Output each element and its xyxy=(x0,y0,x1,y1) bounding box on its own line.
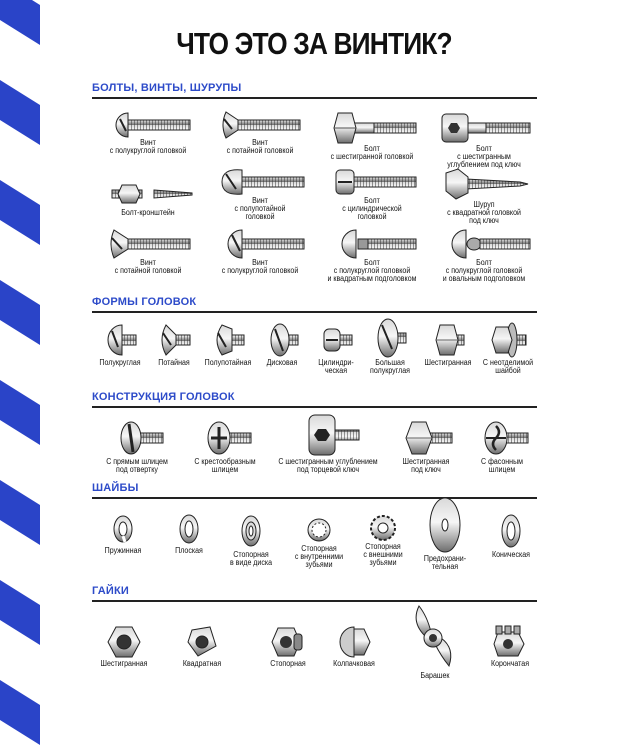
washer-item: Коническая xyxy=(480,511,542,559)
external-tooth-washer-icon xyxy=(368,513,398,543)
castle-nut-icon xyxy=(490,624,530,660)
drive-item: С фасонным шлицем xyxy=(464,418,540,474)
round-head-icon xyxy=(100,321,140,359)
lock-nut-icon xyxy=(268,624,308,660)
head-item: Цилиндри- ческая xyxy=(308,321,364,375)
bolt-item: Шуруп с квадратной головкой под ключ xyxy=(428,167,540,225)
socket-bolt-icon xyxy=(436,111,532,145)
round-head-machine-screw-icon xyxy=(212,229,308,259)
phillips-drive-icon xyxy=(195,418,255,458)
bolt-item: Болт с шестигранной головкой xyxy=(316,111,428,161)
drive-item: С крестообразным шлицем xyxy=(180,418,270,474)
truss-head-icon xyxy=(370,317,410,359)
section-head-shapes xyxy=(92,296,537,393)
cap-nut-icon xyxy=(334,624,374,660)
hex-drive-icon xyxy=(396,418,456,458)
special-drive-icon xyxy=(472,418,532,458)
cheese-head-bolt-icon xyxy=(324,167,420,197)
oval-head-icon xyxy=(208,321,248,359)
hex-nut-icon xyxy=(106,624,142,660)
square-nut-icon xyxy=(184,624,220,660)
hex-bolt-icon xyxy=(324,111,420,145)
section-washers xyxy=(92,482,537,589)
flat-head-icon xyxy=(154,321,194,359)
hanger-bolt-icon xyxy=(100,179,196,209)
section-heading-nuts: ГАЙКИ xyxy=(92,585,537,602)
bolt-item: Болт-кронштейн xyxy=(92,179,204,217)
flat-head-machine-screw-icon xyxy=(100,229,196,259)
drive-item: Шестигранная под ключ xyxy=(386,418,466,474)
lag-screw-icon xyxy=(436,167,532,201)
pan-head-icon xyxy=(262,321,302,359)
bolt-item: Болт с шестигранным углублением под ключ xyxy=(428,111,540,169)
bolt-item: Болт с полукруглой головкой и квадратным подголовком xyxy=(316,229,428,283)
nut-item: Колпачковая xyxy=(322,624,386,668)
split-washer-icon xyxy=(108,511,138,547)
head-item: Шестигранная xyxy=(418,321,478,367)
bolt-item: Винт с полукруглой головкой xyxy=(92,111,204,155)
head-item: Полупотайная xyxy=(200,321,256,367)
oval-head-screw-icon xyxy=(212,167,308,197)
drive-item: С шестигранным углублением под торцевой ключ xyxy=(268,412,388,474)
washer-head-icon xyxy=(486,321,530,359)
disc-lock-washer-icon xyxy=(236,511,266,551)
bolt-item: Винт с потайной головкой xyxy=(204,111,316,155)
hex-head-icon xyxy=(428,321,468,359)
wing-nut-icon xyxy=(405,602,465,672)
bolt-item: Болт с цилиндрической головкой xyxy=(316,167,428,221)
head-item: Большая полукруглая xyxy=(362,317,418,375)
oval-neck-bolt-icon xyxy=(436,229,532,259)
fender-washer-icon xyxy=(423,495,467,555)
slotted-drive-icon xyxy=(107,418,167,458)
section-nuts xyxy=(92,585,537,712)
washer-item: Стопорная в виде диска xyxy=(220,511,282,567)
round-head-screw-icon xyxy=(100,111,196,139)
head-item: Потайная xyxy=(146,321,202,367)
decorative-stripe xyxy=(0,0,40,717)
section-drives xyxy=(92,391,537,488)
nut-item: Стопорная xyxy=(256,624,320,668)
section-bolts xyxy=(92,82,537,299)
nut-item: Квадратная xyxy=(170,624,234,668)
nut-item: Корончатая xyxy=(478,624,542,668)
washer-item: Стопорная с внутренними зубьями xyxy=(288,515,350,569)
section-heading-heads: ФОРМЫ ГОЛОВОК xyxy=(92,296,537,313)
bolt-item: Болт с полукруглой головкой и овальным подголовком xyxy=(428,229,540,283)
conical-washer-icon xyxy=(496,511,526,551)
carriage-bolt-icon xyxy=(324,229,420,259)
bolt-item: Винт с полукруглой головкой xyxy=(204,229,316,275)
flat-washer-icon xyxy=(174,511,204,547)
section-heading-bolts: БОЛТЫ, ВИНТЫ, ШУРУПЫ xyxy=(92,82,537,99)
section-heading-drives: КОНСТРУКЦИЯ ГОЛОВОК xyxy=(92,391,537,408)
internal-tooth-washer-icon xyxy=(304,515,334,545)
nut-item: Барашек xyxy=(398,602,472,680)
section-heading-washers: ШАЙБЫ xyxy=(92,482,537,499)
washer-item: Стопорная с внешними зубьями xyxy=(352,513,414,567)
bolt-item: Винт с потайной головкой xyxy=(92,229,204,275)
head-item: С неотделимой шайбой xyxy=(478,321,538,375)
washer-item: Пружинная xyxy=(92,511,154,555)
head-item: Дисковая xyxy=(254,321,310,367)
hex-socket-drive-icon xyxy=(293,412,363,458)
head-item: Полукруглая xyxy=(92,321,148,367)
flat-head-screw-icon xyxy=(212,111,308,139)
cylinder-head-icon xyxy=(316,321,356,359)
page-title: ЧТО ЭТО ЗА ВИНТИК? xyxy=(176,26,452,61)
nut-item: Шестигранная xyxy=(92,624,156,668)
drive-item: С прямым шлицем под отвертку xyxy=(92,418,182,474)
washer-item: Предохрани- тельная xyxy=(414,495,476,571)
bolt-item: Винт с полупотайной головкой xyxy=(204,167,316,221)
washer-item: Плоская xyxy=(158,511,220,555)
